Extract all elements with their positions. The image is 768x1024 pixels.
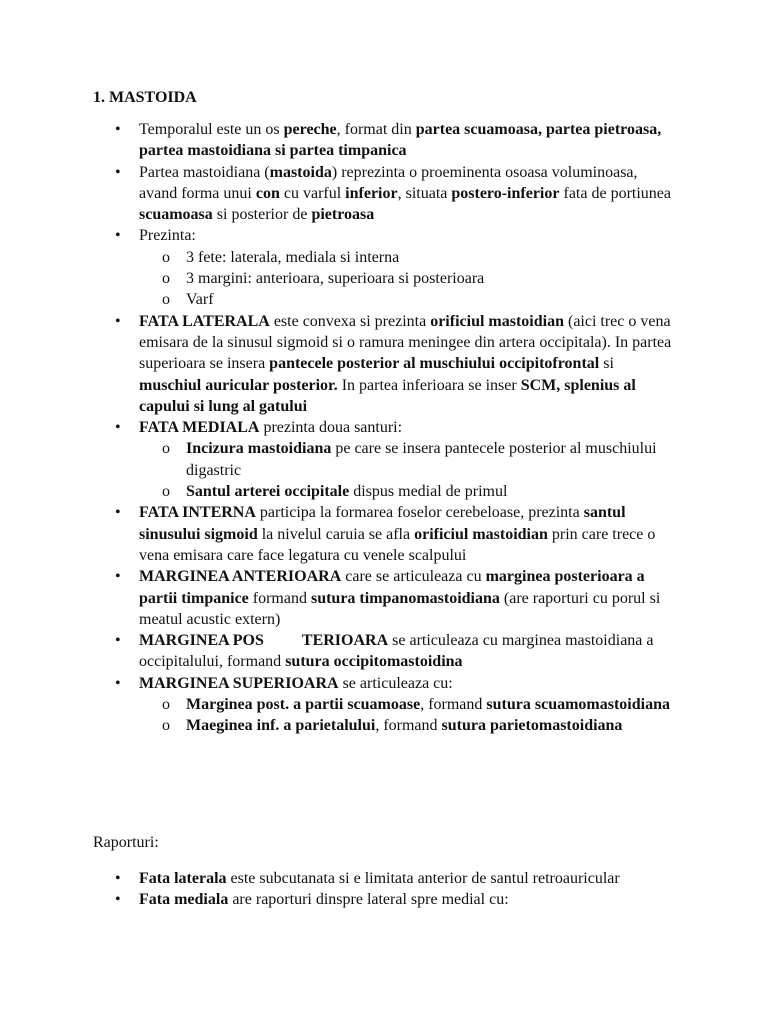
section-title: 1. MASTOIDA bbox=[93, 89, 197, 106]
bullet-raport-fata-mediala: • Fata mediala are raporturi dinspre lateral spre medial cu: bbox=[139, 889, 679, 910]
sub-list-marginea-superioara bbox=[139, 694, 679, 737]
bullet-fata-interna: • FATA INTERNA participa la formarea foselor cerebeloase, prezinta santul sinusului sigmoid la nivelul caruia se afla orificiul mastoidian prin care trece o vena emisara care face legatura cu venele scalpului bbox=[139, 502, 679, 566]
sub-item: o Maeginea inf. a parietalului, formand sutura parietomastoidiana bbox=[139, 715, 679, 736]
bullet-marginea-superioara: • MARGINEA SUPERIOARA se articuleaza cu: o Marginea post. a partii scuamoase, formand sutura scuamomastoidiana o Maeginea inf. a parietalului, formand sutura parietomastoidiana bbox=[139, 673, 679, 737]
bullet-fata-mediala: • FATA MEDIALA prezinta doua santuri: o Incizura mastoidiana pe care se insera pantecele posterior al muschiului digastric o Santul arterei occipitale dispus medial de primul bbox=[139, 417, 679, 502]
bullet-fata-laterala: • FATA LATERALA este convexa si prezinta orificiul mastoidian (aici trec o vena emisara de la sinusul sigmoid si o ramura meningee din artera occipitala). In partea superioara se insera pantecele posterior al muschiului occipitofrontal si muschiul auricular posterior. In partea inferioara se inser SCM, splenius al capului si lung al gatului bbox=[139, 311, 679, 417]
bullet-partea-mastoidiana: • Partea mastoidiana (mastoida) reprezinta o proeminenta osoasa voluminoasa, avand forma unui con cu varful inferior, situata postero-inferior fata de portiunea scuamoasa si posterior de pietroasa bbox=[139, 162, 679, 226]
bullet-raport-fata-laterala: • Fata laterala este subcutanata si e limitata anterior de santul retroauricular bbox=[139, 868, 679, 889]
sub-item: o 3 margini: anterioara, superioara si posterioara bbox=[139, 268, 679, 289]
sub-item: o Varf bbox=[139, 289, 679, 310]
sub-item: o Incizura mastoidiana pe care se insera pantecele posterior al muschiului digastric bbox=[139, 438, 679, 481]
main-bullet-list bbox=[139, 119, 679, 737]
sub-list-prezinta bbox=[139, 247, 679, 311]
raporturi-heading: Raporturi: bbox=[93, 834, 159, 851]
bullet-marginea-posterioara: • MARGINEA POS TERIOARA se articuleaza cu marginea mastoidiana a occipitalului, formand sutura occipitomastoidina bbox=[139, 630, 679, 673]
bullet-marginea-anterioara: • MARGINEA ANTERIOARA care se articuleaza cu marginea posterioara a partii timpanice formand sutura timpanomastoidiana (are raporturi cu porul si meatul acustic extern) bbox=[139, 566, 679, 630]
raporturi-bullet-list bbox=[139, 868, 679, 911]
sub-item: o Santul arterei occipitale dispus medial de primul bbox=[139, 481, 679, 502]
sub-item: o Marginea post. a partii scuamoase, formand sutura scuamomastoidiana bbox=[139, 694, 679, 715]
sub-list-fata-mediala bbox=[139, 438, 679, 502]
bullet-prezinta: • Prezinta: o 3 fete: laterala, mediala si interna o 3 margini: anterioara, superioara si posterioara o Varf bbox=[139, 225, 679, 310]
bullet-temporal: • Temporalul este un os pereche, format din partea scuamoasa, partea pietroasa, partea mastoidiana si partea timpanica bbox=[139, 119, 679, 162]
sub-item: o 3 fete: laterala, mediala si interna bbox=[139, 247, 679, 268]
